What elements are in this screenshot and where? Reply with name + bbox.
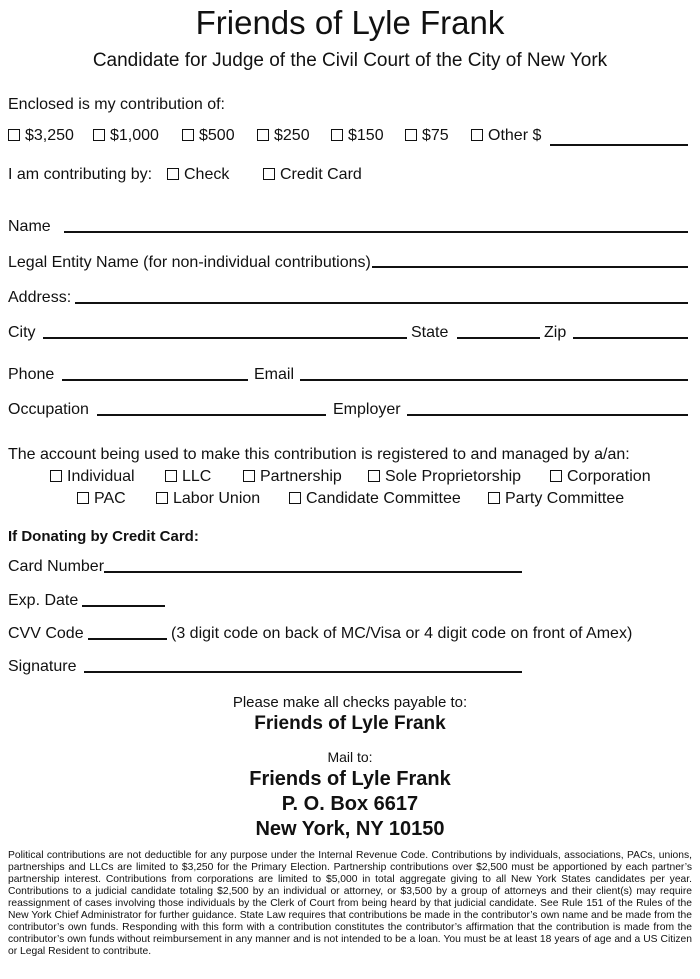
payable-label: Please make all checks payable to:: [232, 694, 468, 711]
amount-option-1000[interactable]: $1,000: [93, 127, 159, 145]
cvv-field[interactable]: [88, 638, 167, 640]
checkbox-icon[interactable]: [257, 129, 269, 141]
amount-option-500[interactable]: $500: [182, 127, 235, 145]
account-pac[interactable]: PAC: [77, 490, 126, 508]
page-title: Friends of Lyle Frank: [195, 4, 505, 41]
legal-entity-field[interactable]: [372, 266, 688, 268]
other-amount-line[interactable]: [550, 144, 688, 146]
phone-field[interactable]: [62, 379, 248, 381]
employer-field[interactable]: [407, 414, 688, 416]
checkbox-icon[interactable]: [93, 129, 105, 141]
amount-option-other[interactable]: Other $: [471, 127, 541, 145]
exp-date-field[interactable]: [82, 605, 165, 607]
mail-label: Mail to:: [327, 749, 373, 765]
checkbox-icon[interactable]: [405, 129, 417, 141]
checkbox-icon[interactable]: [8, 129, 20, 141]
checkbox-icon[interactable]: [471, 129, 483, 141]
account-candidate-committee[interactable]: Candidate Committee: [289, 490, 461, 508]
account-partnership[interactable]: Partnership: [243, 468, 342, 486]
exp-date-label: Exp. Date: [8, 592, 79, 609]
zip-label: Zip: [544, 324, 567, 341]
checkbox-icon[interactable]: [156, 492, 168, 504]
method-label: I am contributing by:: [8, 166, 153, 183]
name-label: Name: [8, 218, 51, 235]
account-labor-union[interactable]: Labor Union: [156, 490, 260, 508]
state-field[interactable]: [457, 337, 540, 339]
page-subtitle: Candidate for Judge of the Civil Court of the City of New York: [92, 50, 608, 71]
checkbox-icon[interactable]: [289, 492, 301, 504]
amount-option-75[interactable]: $75: [405, 127, 449, 145]
method-check[interactable]: Check: [167, 166, 229, 184]
checkbox-icon[interactable]: [331, 129, 343, 141]
account-llc[interactable]: LLC: [165, 468, 211, 486]
payable-name: Friends of Lyle Frank: [254, 713, 446, 734]
mail-city: New York, NY 10150: [255, 818, 445, 840]
state-label: State: [411, 324, 449, 341]
amount-option-250[interactable]: $250: [257, 127, 310, 145]
checkbox-icon[interactable]: [488, 492, 500, 504]
checkbox-icon[interactable]: [243, 470, 255, 482]
contribution-label: Enclosed is my contribution of:: [8, 96, 225, 113]
mail-name: Friends of Lyle Frank: [249, 768, 451, 790]
account-party-committee[interactable]: Party Committee: [488, 490, 624, 508]
checkbox-icon[interactable]: [50, 470, 62, 482]
zip-field[interactable]: [573, 337, 688, 339]
occupation-field[interactable]: [97, 414, 326, 416]
method-credit-card[interactable]: Credit Card: [263, 166, 362, 184]
checkbox-icon[interactable]: [550, 470, 562, 482]
mail-box: P. O. Box 6617: [281, 793, 419, 815]
account-label: The account being used to make this contribution is registered to and managed by a/an:: [8, 446, 630, 463]
checkbox-icon[interactable]: [182, 129, 194, 141]
checkbox-icon[interactable]: [165, 470, 177, 482]
city-label: City: [8, 324, 36, 341]
signature-field[interactable]: [84, 671, 522, 673]
name-field[interactable]: [64, 231, 688, 233]
occupation-label: Occupation: [8, 401, 89, 418]
amount-option-150[interactable]: $150: [331, 127, 384, 145]
email-label: Email: [254, 366, 295, 383]
address-field[interactable]: [75, 302, 688, 304]
account-sole-proprietorship[interactable]: Sole Proprietorship: [368, 468, 521, 486]
city-field[interactable]: [43, 337, 407, 339]
checkbox-icon[interactable]: [263, 168, 275, 180]
employer-label: Employer: [333, 401, 401, 418]
legal-entity-label: Legal Entity Name (for non-individual contributions): [8, 254, 371, 271]
signature-label: Signature: [8, 658, 77, 675]
checkbox-icon[interactable]: [77, 492, 89, 504]
cvv-note: (3 digit code on back of MC/Visa or 4 digit code on front of Amex): [171, 625, 633, 642]
card-number-field[interactable]: [104, 571, 522, 573]
account-individual[interactable]: Individual: [50, 468, 135, 486]
card-number-label: Card Number: [8, 558, 105, 575]
checkbox-icon[interactable]: [368, 470, 380, 482]
phone-label: Phone: [8, 366, 55, 383]
account-corporation[interactable]: Corporation: [550, 468, 651, 486]
address-label: Address:: [8, 289, 72, 306]
email-field[interactable]: [300, 379, 688, 381]
credit-card-heading: If Donating by Credit Card:: [8, 528, 199, 545]
legal-disclaimer: Political contributions are not deductible for any purpose under the Internal Revenue Code. Contributions by individuals, associations, PACs, unions, partnerships and LLCs are limited to $3,250 for the Primary Election. Partnership contributions over $2,500 must be apportioned by each partner’s partnership interest. Contributions from corporations are limited to $5,000 in total aggregate giving to all New York States candidates per year. Contributions to a judicial candidate totaling $2,500 by an individual or attorney, or $3,500 by a group of attorneys and their client(s) may require reassignment of cases involving those individuals by the Clerk of Court from being heard by that judicial candidate. See Rule 151 of the Rules of the New York Chief Administrator for further guidance. State Law requires that contributions be made in the contributor’s own name and be made from the contributor’s own funds. Responding with this form with a contribution constitutes the contributor’s affirmation that the contribution is made from the contributor’s own funds without reimbursement in any manner and is not intended to be a loan. You must be at least 18 years of age and a US Citizen or Legal Resident to contribute.: [8, 850, 692, 957]
amount-option-3250[interactable]: $3,250: [8, 127, 74, 145]
checkbox-icon[interactable]: [167, 168, 179, 180]
cvv-label: CVV Code: [8, 625, 84, 642]
